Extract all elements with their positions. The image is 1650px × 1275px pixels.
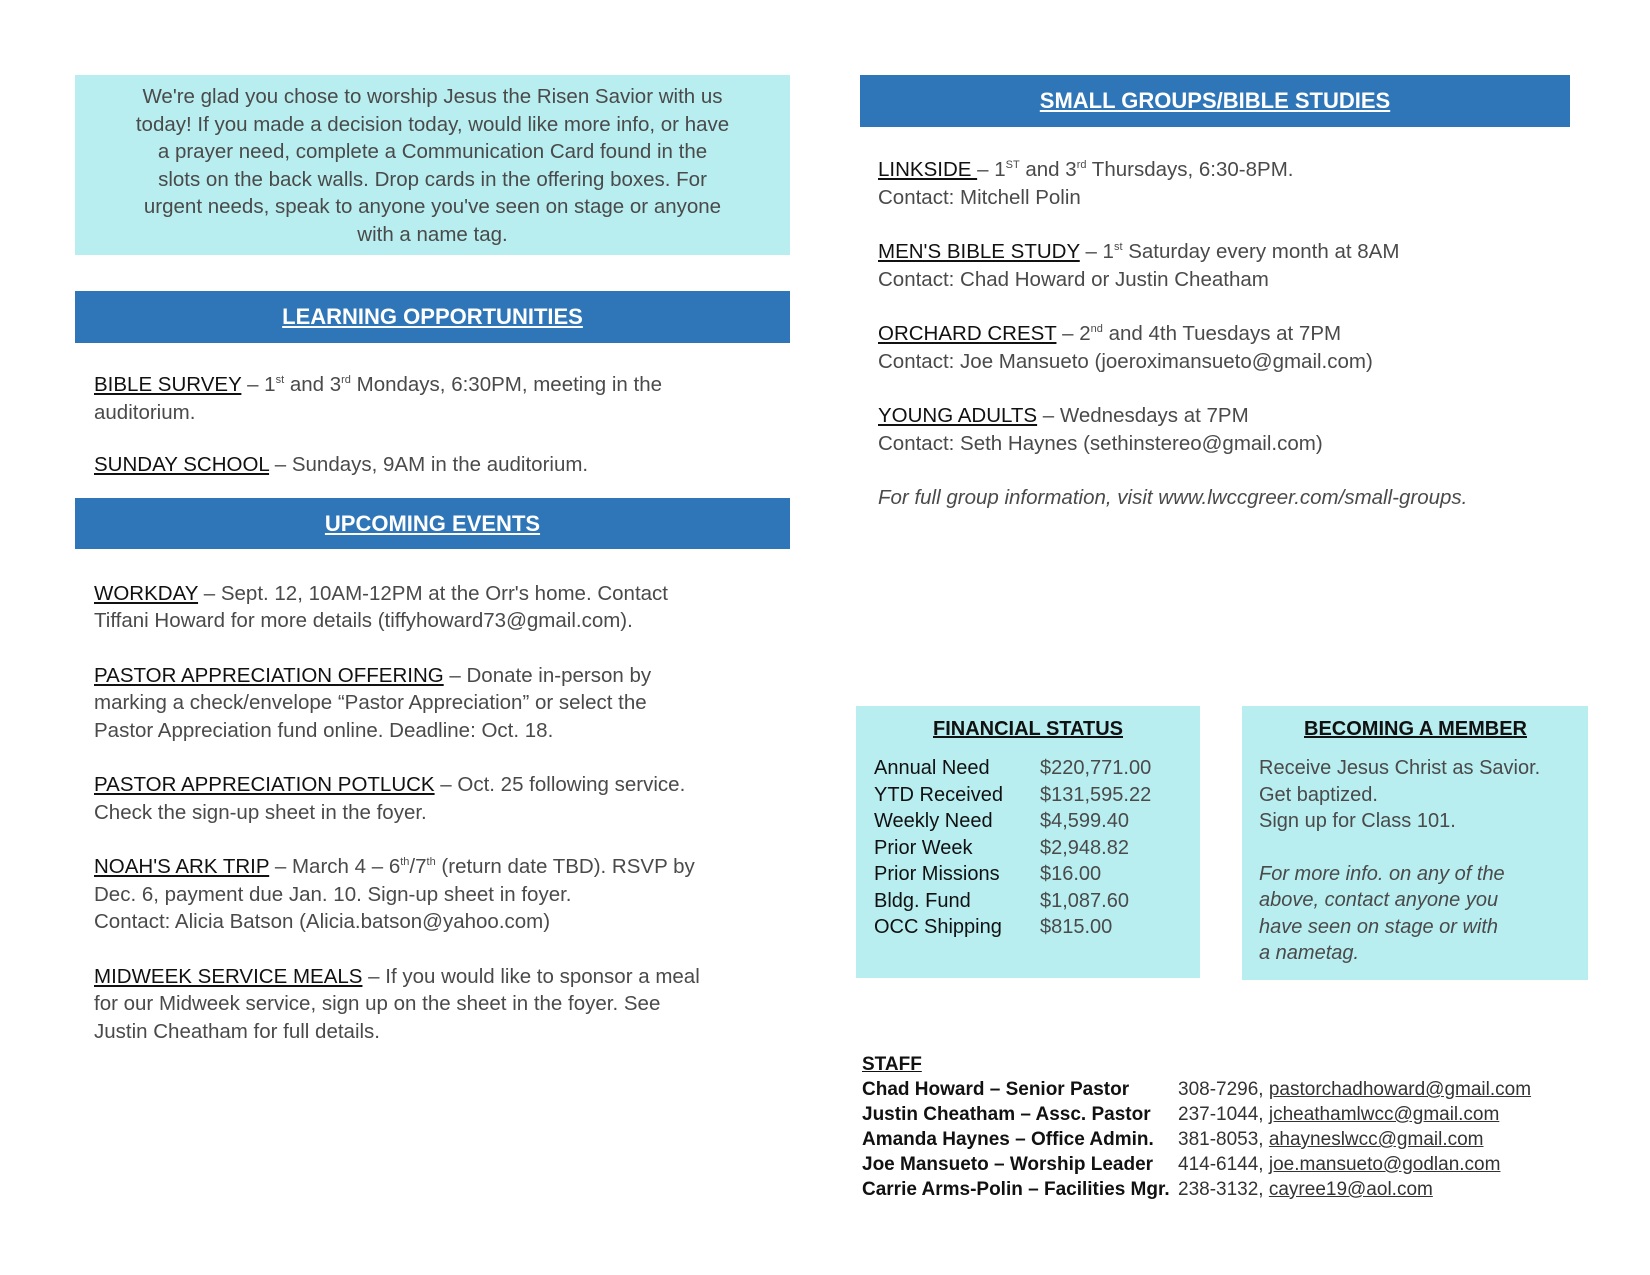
learning-heading: LEARNING OPPORTUNITIES (75, 291, 790, 343)
entry-text: Contact: Alicia Batson (Alicia.batson@yahoo.com) (94, 910, 551, 933)
ordinal: nd (1090, 323, 1103, 336)
workday-name: WORKDAY (94, 581, 199, 605)
bible-survey-name: BIBLE SURVEY (94, 373, 242, 396)
financial-row (874, 808, 1200, 835)
welcome-line: urgent needs, speak to anyone you've seen on stage or anyone (143, 195, 722, 218)
staff-row (862, 1127, 1531, 1152)
entry-text: – 2 (1056, 322, 1091, 345)
financial-label: Bldg. Fund (874, 889, 971, 912)
entry-text: for our Midweek service, sign up on the sheet in the foyer. See (94, 992, 661, 1015)
staff-email-link[interactable]: cayree19@aol.com (1268, 1179, 1433, 1200)
financial-table (874, 755, 1200, 941)
linkside-name: LINKSIDE (878, 158, 978, 181)
becoming-member-title: BECOMING A MEMBER (1304, 718, 1527, 740)
entry-text: Contact: Seth Haynes (sethinstereo@gmail.com) (878, 431, 1323, 455)
staff-phone: 308-7296, (1178, 1079, 1269, 1100)
mens-bible-study-name: MEN'S BIBLE STUDY (878, 240, 1080, 263)
financial-label: YTD Received (874, 783, 1003, 806)
entry-text: – Sundays, 9AM in the auditorium. (269, 453, 589, 476)
linkside-entry (860, 156, 1580, 211)
staff-name: Justin Cheatham – Assc. Pastor (862, 1104, 1151, 1125)
member-step: Receive Jesus Christ as Savior. (1259, 757, 1541, 779)
entry-text: Saturday every month at 8AM (1122, 240, 1400, 263)
staff-row (862, 1077, 1531, 1102)
ordinal: st (275, 374, 285, 387)
sunday-school-entry (75, 451, 790, 479)
entry-text: – March 4 – 6 (269, 855, 401, 878)
staff-email-link[interactable]: pastorchadhoward@gmail.com (1268, 1079, 1532, 1100)
ordinal: th (400, 856, 410, 869)
financial-status-box (856, 706, 1200, 978)
financial-label: Prior Missions (874, 863, 1000, 885)
entry-text: – 1 (1079, 240, 1114, 263)
potluck-name: PASTOR APPRECIATION POTLUCK (94, 773, 435, 796)
becoming-member-box (1242, 706, 1588, 980)
staff-phone: 381-8053, (1178, 1129, 1269, 1150)
events-heading: UPCOMING EVENTS (75, 498, 790, 549)
meals-name: MIDWEEK SERVICE MEALS (94, 964, 363, 988)
entry-text: Dec. 6, payment due Jan. 10. Sign-up sheet in foyer. (94, 882, 572, 906)
welcome-box (75, 75, 790, 255)
financial-value: $815.00 (1040, 916, 1113, 938)
entry-text: marking a check/envelope “Pastor Appreciation” or select the (94, 691, 647, 714)
entry-text: and 4th Tuesdays at 7PM (1102, 322, 1342, 345)
entry-text: Contact: Mitchell Polin (878, 185, 1081, 209)
financial-label: Annual Need (874, 757, 990, 779)
small-groups-note: For full group information, visit www.lwccgreer.com/small-groups. (878, 486, 1468, 509)
entry-text: Justin Cheatham for full details. (94, 1019, 380, 1043)
staff-row (862, 1102, 1531, 1127)
welcome-line: today! If you made a decision today, would like more info, or have (135, 112, 730, 136)
ordinal: rd (1076, 159, 1087, 172)
member-note (1259, 861, 1572, 967)
entry-text: Tiffani Howard for more details (tiffyhoward73@gmail.com). (94, 609, 633, 632)
ordinal: th (426, 856, 436, 869)
member-step: Get baptized. (1259, 783, 1378, 806)
entry-text: and 3 (284, 373, 342, 396)
entry-text: – If you would like to sponsor a meal (362, 964, 700, 988)
entry-text: Pastor Appreciation fund online. Deadline: Oct. 18. (94, 718, 554, 742)
financial-row (874, 914, 1200, 941)
staff-row (862, 1152, 1531, 1177)
orchard-crest-entry (860, 320, 1580, 375)
entry-text: (return date TBD). RSVP by (435, 855, 695, 878)
financial-value: $1,087.60 (1040, 889, 1129, 912)
member-note-line: have seen on stage or with (1259, 915, 1499, 938)
staff-email-link[interactable]: ahayneslwcc@gmail.com (1268, 1129, 1484, 1150)
ordinal: rd (341, 374, 351, 387)
small-groups-heading: SMALL GROUPS/BIBLE STUDIES (860, 75, 1570, 127)
young-adults-entry (860, 402, 1580, 457)
entry-text: Check the sign-up sheet in the foyer. (94, 800, 427, 824)
entry-text: and 3 (1019, 158, 1077, 181)
meals-entry (75, 963, 790, 1046)
entry-text: Thursdays, 6:30-8PM. (1086, 158, 1294, 181)
noahs-ark-entry (75, 853, 790, 936)
workday-entry (75, 580, 790, 635)
financial-value: $4,599.40 (1040, 810, 1129, 832)
financial-row (874, 888, 1200, 915)
entry-text: Mondays, 6:30PM, meeting in the (350, 373, 663, 396)
offering-name: PASTOR APPRECIATION OFFERING (94, 663, 444, 687)
welcome-line: slots on the back walls. Drop cards in the offering boxes. For (158, 167, 707, 191)
financial-status-title: FINANCIAL STATUS (933, 718, 1123, 740)
member-note-line: above, contact anyone you (1259, 889, 1499, 911)
financial-value: $220,771.00 (1040, 757, 1152, 779)
staff-phone: 238-3132, (1178, 1179, 1269, 1200)
noahs-ark-name: NOAH'S ARK TRIP (94, 855, 270, 878)
staff-phone: 414-6144, (1178, 1154, 1269, 1175)
offering-entry (75, 662, 790, 745)
financial-row (874, 755, 1200, 782)
orchard-crest-name: ORCHARD CREST (878, 322, 1057, 345)
staff-phone: 237-1044, (1178, 1104, 1269, 1125)
financial-value: $16.00 (1040, 863, 1102, 885)
ordinal: st (1113, 241, 1123, 254)
welcome-line: with a name tag. (357, 222, 508, 246)
welcome-line: We're glad you chose to worship Jesus the Risen Savior with us (142, 85, 723, 108)
right-column (860, 75, 1580, 512)
financial-value: $131,595.22 (1040, 783, 1152, 806)
welcome-line: a prayer need, complete a Communication Card found in the (157, 140, 708, 163)
financial-label: OCC Shipping (874, 916, 1002, 938)
member-note-line: For more info. on any of the (1259, 862, 1505, 885)
staff-name: Amanda Haynes – Office Admin. (862, 1129, 1154, 1150)
financial-row (874, 835, 1200, 862)
member-step: Sign up for Class 101. (1259, 810, 1456, 832)
left-column (75, 75, 790, 1045)
entry-text: auditorium. (94, 400, 196, 424)
entry-text: – Oct. 25 following service. (434, 773, 686, 796)
young-adults-name: YOUNG ADULTS (878, 404, 1038, 427)
ordinal: ST (1005, 159, 1020, 172)
entry-text: – Donate in-person by (443, 663, 652, 687)
staff-email-link[interactable]: joe.mansueto@godlan.com (1268, 1154, 1501, 1175)
financial-row (874, 861, 1200, 888)
member-note-line: a nametag. (1259, 942, 1360, 964)
entry-text: – Wednesdays at 7PM (1037, 404, 1249, 427)
entry-text: /7 (409, 855, 427, 878)
entry-text: – 1 (241, 373, 276, 396)
financial-label: Prior Week (874, 836, 973, 859)
staff-row (862, 1177, 1531, 1202)
staff-name: Chad Howard – Senior Pastor (862, 1079, 1130, 1100)
financial-value: $2,948.82 (1040, 836, 1129, 859)
staff-name: Joe Mansueto – Worship Leader (862, 1154, 1154, 1175)
entry-text: – 1 (977, 158, 1006, 181)
staff-section (862, 1052, 1531, 1202)
sunday-school-name: SUNDAY SCHOOL (94, 453, 270, 476)
mens-bible-study-entry (860, 238, 1580, 293)
financial-row (874, 782, 1200, 809)
entry-text: Contact: Chad Howard or Justin Cheatham (878, 267, 1269, 291)
financial-label: Weekly Need (874, 810, 993, 832)
staff-name: Carrie Arms-Polin – Facilities Mgr. (862, 1179, 1170, 1200)
potluck-entry (75, 771, 790, 826)
staff-heading: STAFF (862, 1054, 922, 1075)
bible-survey-entry (75, 371, 790, 426)
entry-text: Contact: Joe Mansueto (joeroximansueto@gmail.com) (878, 349, 1373, 373)
staff-email-link[interactable]: jcheathamlwcc@gmail.com (1268, 1104, 1500, 1125)
member-steps (1259, 755, 1572, 835)
entry-text: – Sept. 12, 10AM-12PM at the Orr's home. Contact (198, 581, 668, 605)
